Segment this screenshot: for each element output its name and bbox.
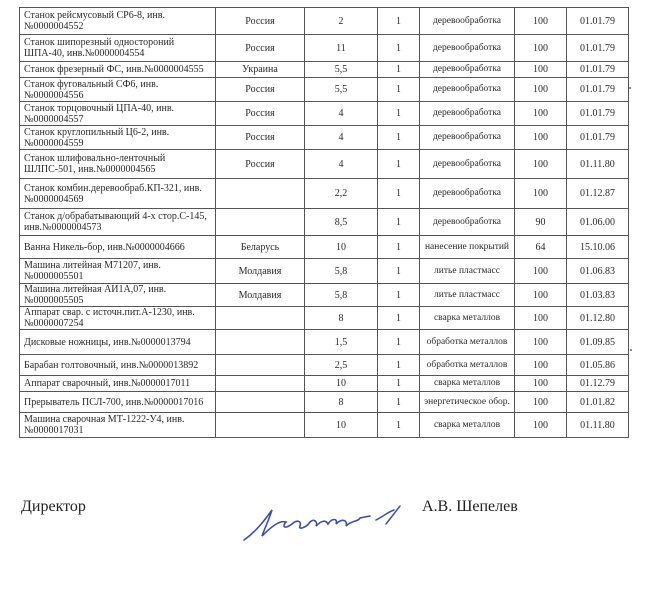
country-cell: Молдавия	[216, 284, 305, 307]
power-cell: 11	[305, 35, 378, 62]
country-cell: Россия	[216, 8, 305, 35]
country-cell	[216, 307, 305, 330]
purpose-cell: деревообработка	[420, 209, 515, 236]
power-cell: 2	[305, 8, 378, 35]
table-row	[20, 330, 629, 355]
purpose-cell: энергетическое обор.	[420, 392, 515, 413]
item-name-cell: Барабан голтовочный, инв.№0000013892	[20, 355, 216, 376]
date-cell: 01.01.79	[567, 78, 629, 102]
date-cell: 01.09.85	[567, 330, 629, 355]
quantity-cell: 1	[378, 209, 420, 236]
item-name-cell: Прерыватель ПСЛ-700, инв.№0000017016	[20, 392, 216, 413]
wear-cell: 100	[515, 78, 567, 102]
quantity-cell: 1	[378, 102, 420, 126]
power-cell: 10	[305, 376, 378, 392]
table-row	[20, 307, 629, 330]
item-name-cell: Станок фрезерный ФС, инв.№0000004555	[20, 62, 216, 78]
wear-cell: 100	[515, 62, 567, 78]
item-name-cell: Станок рейсмусовый СР6-8, инв.№0000004552	[20, 8, 216, 35]
purpose-cell: сварка металлов	[420, 376, 515, 392]
power-cell: 4	[305, 126, 378, 150]
item-name-cell: Аппарат сварочный, инв.№0000017011	[20, 376, 216, 392]
date-cell: 01.05.86	[567, 355, 629, 376]
country-cell: Молдавия	[216, 259, 305, 284]
item-name-cell: Машина литейная М71207, инв.№0000005501	[20, 259, 216, 284]
scan-dot	[629, 87, 631, 89]
wear-cell: 100	[515, 259, 567, 284]
date-cell: 01.01.82	[567, 392, 629, 413]
country-cell: Россия	[216, 102, 305, 126]
date-cell: 01.01.79	[567, 8, 629, 35]
wear-cell: 100	[515, 179, 567, 209]
country-cell	[216, 376, 305, 392]
quantity-cell: 1	[378, 35, 420, 62]
purpose-cell: деревообработка	[420, 78, 515, 102]
table-row	[20, 126, 629, 150]
wear-cell: 100	[515, 35, 567, 62]
quantity-cell: 1	[378, 8, 420, 35]
wear-cell: 100	[515, 8, 567, 35]
quantity-cell: 1	[378, 392, 420, 413]
date-cell: 01.01.79	[567, 126, 629, 150]
wear-cell: 100	[515, 150, 567, 179]
purpose-cell: деревообработка	[420, 35, 515, 62]
date-cell: 01.01.79	[567, 62, 629, 78]
quantity-cell: 1	[378, 376, 420, 392]
table-row	[20, 150, 629, 179]
date-cell: 01.01.79	[567, 102, 629, 126]
table-row	[20, 413, 629, 438]
purpose-cell: деревообработка	[420, 179, 515, 209]
country-cell: Украина	[216, 62, 305, 78]
quantity-cell: 1	[378, 413, 420, 438]
country-cell	[216, 179, 305, 209]
date-cell: 01.12.87	[567, 179, 629, 209]
item-name-cell: Дисковые ножницы, инв.№0000013794	[20, 330, 216, 355]
table-row	[20, 209, 629, 236]
equipment-table	[19, 7, 629, 438]
table-row	[20, 78, 629, 102]
quantity-cell: 1	[378, 78, 420, 102]
power-cell: 2,5	[305, 355, 378, 376]
country-cell: Россия	[216, 126, 305, 150]
wear-cell: 100	[515, 126, 567, 150]
purpose-cell: литье пластмасс	[420, 284, 515, 307]
table-row	[20, 355, 629, 376]
country-cell	[216, 330, 305, 355]
date-cell: 01.12.80	[567, 307, 629, 330]
table-row	[20, 392, 629, 413]
item-name-cell: Машина сварочная МТ-1222-У4, инв.№0000017031	[20, 413, 216, 438]
country-cell: Россия	[216, 78, 305, 102]
date-cell: 01.06.83	[567, 259, 629, 284]
power-cell: 8	[305, 392, 378, 413]
quantity-cell: 1	[378, 126, 420, 150]
purpose-cell: деревообработка	[420, 8, 515, 35]
wear-cell: 100	[515, 330, 567, 355]
wear-cell: 100	[515, 376, 567, 392]
power-cell: 1,5	[305, 330, 378, 355]
country-cell: Россия	[216, 35, 305, 62]
country-cell	[216, 392, 305, 413]
table-row	[20, 102, 629, 126]
date-cell: 01.12.79	[567, 376, 629, 392]
country-cell	[216, 209, 305, 236]
item-name-cell: Аппарат свар. с источн.пит.А-1230, инв.№0000007254	[20, 307, 216, 330]
purpose-cell: сварка металлов	[420, 413, 515, 438]
purpose-cell: сварка металлов	[420, 307, 515, 330]
power-cell: 10	[305, 413, 378, 438]
wear-cell: 100	[515, 284, 567, 307]
purpose-cell: деревообработка	[420, 102, 515, 126]
quantity-cell: 1	[378, 330, 420, 355]
table-row	[20, 236, 629, 259]
item-name-cell: Станок фуговальный СФ6, инв.№0000004556	[20, 78, 216, 102]
power-cell: 2,2	[305, 179, 378, 209]
wear-cell: 90	[515, 209, 567, 236]
table-row	[20, 62, 629, 78]
quantity-cell: 1	[378, 259, 420, 284]
quantity-cell: 1	[378, 150, 420, 179]
table-row	[20, 376, 629, 392]
date-cell: 01.11.80	[567, 150, 629, 179]
handwritten-signature	[238, 500, 418, 546]
table-row	[20, 8, 629, 35]
date-cell: 01.01.79	[567, 35, 629, 62]
power-cell: 5,8	[305, 284, 378, 307]
wear-cell: 100	[515, 355, 567, 376]
purpose-cell: литье пластмасс	[420, 259, 515, 284]
power-cell: 4	[305, 150, 378, 179]
scan-dot	[630, 349, 632, 351]
item-name-cell: Машина литейная АИ1А,07, инв.№0000005505	[20, 284, 216, 307]
wear-cell: 100	[515, 413, 567, 438]
power-cell: 5,5	[305, 62, 378, 78]
purpose-cell: деревообработка	[420, 126, 515, 150]
table-row	[20, 284, 629, 307]
item-name-cell: Станок круглопильный Ц6-2, инв.№0000004559	[20, 126, 216, 150]
item-name-cell: Станок шлифовально-ленточный ШЛПС-501, инв.№0000004565	[20, 150, 216, 179]
signatory-name: А.В. Шепелев	[422, 498, 518, 515]
signature-title: Директор	[21, 498, 86, 515]
item-name-cell: Станок д/обрабатывающий 4-х стор.С-145, инв.№0000004573	[20, 209, 216, 236]
quantity-cell: 1	[378, 62, 420, 78]
table-row	[20, 179, 629, 209]
quantity-cell: 1	[378, 284, 420, 307]
country-cell: Россия	[216, 150, 305, 179]
wear-cell: 64	[515, 236, 567, 259]
item-name-cell: Станок комбин.деревообраб.КП-321, инв.№0000004569	[20, 179, 216, 209]
date-cell: 15.10.06	[567, 236, 629, 259]
country-cell: Беларусь	[216, 236, 305, 259]
equipment-table-body	[20, 8, 629, 438]
quantity-cell: 1	[378, 179, 420, 209]
purpose-cell: нанесение покрытий	[420, 236, 515, 259]
purpose-cell: обработка металлов	[420, 330, 515, 355]
wear-cell: 100	[515, 307, 567, 330]
date-cell: 01.11.80	[567, 413, 629, 438]
power-cell: 5,8	[305, 259, 378, 284]
country-cell	[216, 413, 305, 438]
wear-cell: 100	[515, 102, 567, 126]
quantity-cell: 1	[378, 355, 420, 376]
date-cell: 01.03.83	[567, 284, 629, 307]
quantity-cell: 1	[378, 236, 420, 259]
table-row	[20, 259, 629, 284]
power-cell: 8,5	[305, 209, 378, 236]
item-name-cell: Станок торцовочный ЦПА-40, инв.№0000004557	[20, 102, 216, 126]
power-cell: 5,5	[305, 78, 378, 102]
table-row	[20, 35, 629, 62]
item-name-cell: Ванна Никель-бор, инв.№0000004666	[20, 236, 216, 259]
item-name-cell: Станок шипорезный одностороний ШПА-40, инв.№0000004554	[20, 35, 216, 62]
power-cell: 4	[305, 102, 378, 126]
power-cell: 10	[305, 236, 378, 259]
purpose-cell: деревообработка	[420, 150, 515, 179]
country-cell	[216, 355, 305, 376]
wear-cell: 100	[515, 392, 567, 413]
purpose-cell: деревообработка	[420, 62, 515, 78]
date-cell: 01.06.00	[567, 209, 629, 236]
quantity-cell: 1	[378, 307, 420, 330]
power-cell: 8	[305, 307, 378, 330]
purpose-cell: обработка металлов	[420, 355, 515, 376]
